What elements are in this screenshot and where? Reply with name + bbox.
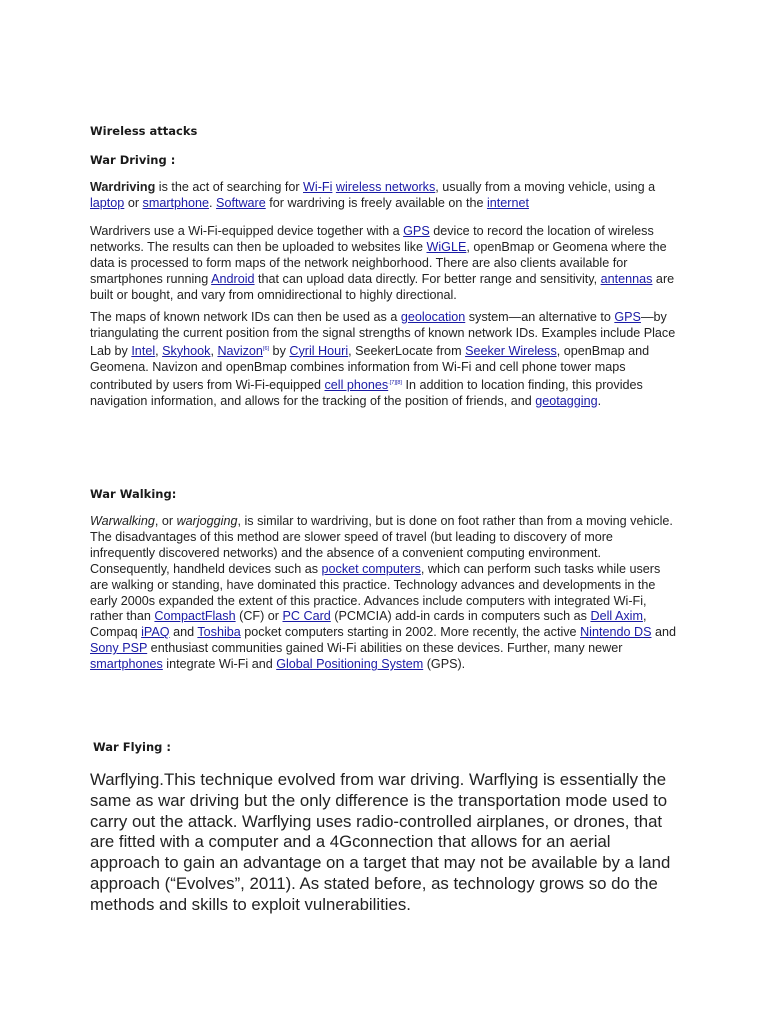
link-intel[interactable]: Intel (131, 343, 156, 358)
link-sony-psp[interactable]: Sony PSP (90, 641, 148, 656)
link-global-positioning-system[interactable]: Global Positioning System (276, 657, 424, 672)
text-run: , or (154, 514, 177, 528)
link-wigle[interactable]: WiGLE (426, 239, 467, 254)
text-run: , (155, 343, 163, 358)
text-run: , which can perform such tasks while users are walking or standing, have dominated this practice. Technology advances and developments in the early 2000s expanded the extent of this practice. Advances include computers with integrated Wi-Fi, rather than (90, 561, 661, 624)
text-run: , (210, 343, 218, 358)
link-laptop[interactable]: laptop (90, 195, 125, 210)
link-antennas[interactable]: antennas (600, 271, 653, 286)
section-heading-war-walking (90, 487, 678, 501)
link-cyril-houri[interactable]: Cyril Houri (289, 343, 349, 358)
section-heading: War Driving : (90, 153, 176, 167)
link-toshiba[interactable]: Toshiba (197, 625, 241, 640)
text-run: Wardrivers use a Wi-Fi-equipped device together with a (90, 224, 404, 238)
italic-term: warjogging (176, 514, 238, 528)
link-wi-fi[interactable]: Wi-Fi (303, 180, 333, 194)
link-internet[interactable]: internet (486, 195, 529, 210)
text-run: system—an alternative to (465, 310, 615, 324)
document-title: Wireless attacks (90, 124, 198, 138)
link-nintendo-ds[interactable]: Nintendo DS (580, 625, 652, 640)
document-title-block (90, 124, 678, 138)
text-run: are built or bought, and vary from omnidirectional to highly directional. (90, 271, 675, 302)
text-run: (PCMCIA) add-in cards in computers such as (330, 609, 591, 624)
paragraph (90, 224, 678, 304)
text-run: The maps of known network IDs can then be used as a (90, 310, 401, 324)
section-heading: War Walking: (90, 487, 177, 501)
link-seeker-wireless[interactable]: Seeker Wireless (465, 343, 557, 358)
paragraph-wardriving-definition (90, 180, 678, 212)
text-run: is the act of searching for (155, 180, 304, 194)
paragraph-warflying (90, 770, 685, 916)
link-gps[interactable]: GPS (614, 310, 641, 324)
text-run: device to record the location of wireless networks. The results can then be uploaded to websites like (90, 224, 654, 254)
bold-term: Wardriving (90, 180, 156, 194)
link-cell-phones[interactable]: cell phones (324, 377, 389, 392)
text-run: . (597, 393, 602, 408)
text-run: , openBmap and Geomena. Navizon and openBmap combines information from Wi-Fi and cell phone tower maps contributed by users from Wi-Fi-equipped (90, 343, 650, 392)
citation-reference[interactable]: .[7][8] (388, 379, 402, 386)
text-run: or (124, 195, 143, 210)
link-wireless-networks[interactable]: wireless networks (335, 180, 436, 194)
text-run: , usually from a moving vehicle, using a (435, 180, 656, 194)
paragraph (90, 514, 678, 673)
text-run: , SeekerLocate from (348, 343, 466, 358)
text-run: by (269, 343, 290, 358)
link-smartphones[interactable]: smartphones (90, 657, 163, 672)
link-gps[interactable]: GPS (403, 224, 430, 238)
citation-reference[interactable]: [6] (262, 345, 270, 352)
section-heading-war-flying (93, 740, 681, 754)
link-pocket-computers[interactable]: pocket computers (321, 561, 421, 576)
text-run: that can upload data directly. For better range and sensitivity, (254, 271, 601, 286)
text-run: and (651, 625, 676, 640)
link-android[interactable]: Android (211, 271, 255, 286)
paragraph-wardrivers (90, 224, 678, 304)
section-heading-war-driving (90, 153, 678, 167)
text-run: In addition to location finding, this provides navigation information, and allows for the tracking of the position of friends, and (90, 377, 643, 408)
paragraph (90, 180, 678, 212)
text-run: (CF) or (235, 609, 283, 624)
paragraph-geolocation (90, 310, 678, 409)
link-ipaq[interactable]: iPAQ (141, 625, 170, 640)
text-run: and (169, 625, 198, 640)
text-run: pocket computers starting in 2002. More recently, the active (240, 625, 581, 640)
paragraph-warwalking (90, 514, 678, 673)
link-navizon[interactable]: Navizon (217, 343, 263, 358)
link-smartphone[interactable]: smartphone (142, 195, 210, 210)
link-skyhook[interactable]: Skyhook (162, 343, 211, 358)
text-run: integrate Wi-Fi and (162, 657, 277, 672)
text-run: enthusiast communities gained Wi-Fi abilities on these devices. Further, many newer (147, 641, 623, 656)
section-heading: War Flying : (93, 740, 171, 754)
link-compactflash[interactable]: CompactFlash (154, 609, 236, 624)
text-run: , is similar to wardriving, but is done on foot rather than from a moving vehicle. The disadvantages of this method are slower speed of travel (but leading to discovery of more infrequently discovered networks) and the absence of a convenient computing environment. Consequently, handheld devices such as (90, 514, 673, 576)
text-run: for wardriving is freely available on the (265, 195, 487, 210)
link-pc-card[interactable]: PC Card (282, 609, 331, 624)
text-run: , openBmap or Geomena where the data is processed to form maps of the network neighborhood. There are also clients available for smartphones running (90, 239, 667, 286)
link-dell-axim[interactable]: Dell Axim (590, 609, 643, 624)
paragraph (90, 310, 678, 409)
italic-term: Warwalking (90, 514, 155, 528)
link-geotagging[interactable]: geotagging (535, 393, 598, 408)
link-software[interactable]: Software (216, 195, 266, 210)
paragraph (90, 770, 685, 916)
text-run: (GPS). (423, 657, 466, 672)
text-run: . (209, 195, 217, 210)
text-run: , Compaq (90, 609, 647, 640)
link-geolocation[interactable]: geolocation (400, 310, 466, 324)
text-run: Warflying.This technique evolved from war driving. Warflying is essentially the same as war driving but the only difference is the transportation mode used to carry out the attack. Warflying uses radio-controlled airplanes, or drones, that are fitted with a computer and a 4Gconnection that allows for an aerial approach to gain an advantage on a target that may not be available by a land approach (“Evolves”, 2011). As stated before, as technology grows so do the methods and skills to exploit vulnerabilities. (90, 770, 671, 914)
text-run: —by triangulating the current position from the signal strengths of known network IDs. Examples include Place Lab by (90, 310, 676, 358)
